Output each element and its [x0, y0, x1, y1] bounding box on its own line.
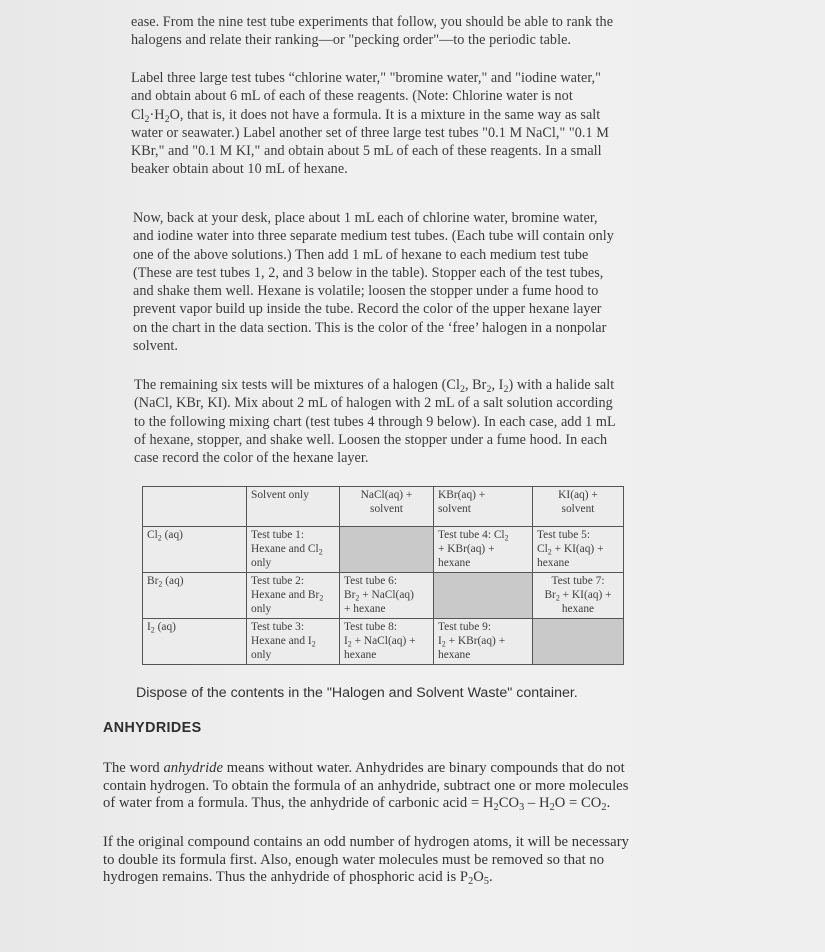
- table-corner-cell: [143, 487, 247, 527]
- text-line: prevent vapor build up inside the tube. Record the color of the upper hexane layer: [133, 301, 602, 318]
- section-heading-anhydrides: ANHYDRIDES: [103, 720, 202, 736]
- table-row-bromine: [143, 573, 624, 619]
- cell-test-tube-5: Test tube 5: $Cl_2 + KI(aq)$ + hexane: [533, 527, 624, 573]
- text-line: beaker obtain about 10 mL of hexane.: [131, 161, 348, 178]
- odd-hydrogen-paragraph: [103, 834, 703, 887]
- text-line: solvent.: [133, 338, 178, 355]
- cell-test-tube-2: Test tube 2: Hexane and $Br_2$ only: [247, 573, 340, 619]
- cell-shaded: [434, 573, 533, 619]
- text-line: ease. From the nine test tube experiments that follow, you should be able to rank the: [131, 14, 614, 30]
- table-header-row: [143, 487, 624, 527]
- text-line: The word anhydride means without water. Anhydrides are binary compounds that do not: [103, 760, 625, 776]
- cell-test-tube-8: Test tube 8: $I_2$ + NaCl(aq) + hexane: [340, 619, 434, 665]
- dispose-instruction: Dispose of the contents in the "Halogen and Solvent Waste" container.: [136, 685, 578, 701]
- cell-test-tube-4: Test tube 4: $Cl_2$ + KBr(aq) + hexane: [434, 527, 533, 573]
- cell-test-tube-1: Test tube 1: Hexane and $Cl_2$ only: [247, 527, 340, 573]
- table-row-iodine: [143, 619, 624, 665]
- row-header-chlorine: $Cl_2$ (aq): [143, 527, 247, 573]
- row-header-bromine: $Br_2$ (aq): [143, 573, 247, 619]
- header-kbr: KBr(aq) + solvent: [434, 487, 533, 527]
- mixing-chart-table: [142, 486, 624, 665]
- header-solvent-only: Solvent only: [247, 487, 340, 527]
- text-line: halogens and relate their ranking—or "pecking order"—to the periodic table.: [131, 32, 572, 49]
- procedure-paragraph: [133, 209, 693, 355]
- cell-shaded: [340, 527, 434, 573]
- header-ki: KI(aq) + solvent: [533, 487, 624, 527]
- label-tubes-paragraph: [131, 69, 691, 179]
- cell-shaded: [533, 619, 624, 665]
- row-header-iodine: $I_2$ (aq): [143, 619, 247, 665]
- text-line: If the original compound contains an odd number of hydrogen atoms, it will be necessary: [103, 834, 629, 850]
- cell-test-tube-9: Test tube 9: $I_2 + KBr(aq)$ + hexane: [434, 619, 533, 665]
- text-line: KBr," and "0.1 M KI," and obtain about 5 mL of each of these reagents. In a small: [131, 143, 602, 160]
- text-line: hydrogen remains. Thus the anhydride of phosphoric acid is $P_2O_5$.: [103, 869, 493, 888]
- text-line: The remaining six tests will be mixtures of a halogen ($Cl_2$, $Br_2$, $I_2$) with a halide salt: [134, 377, 615, 395]
- text-line: one of the above solutions.) Then add 1 mL of hexane to each medium test tube: [133, 246, 589, 263]
- text-line: water or seawater.) Label another set of three large test tubes "0.1 M NaCl," "0.1 M: [131, 124, 609, 141]
- text-line: and shake them well. Hexane is volatile; loosen the stopper under a fume hood to: [133, 283, 599, 300]
- cell-test-tube-3: Test tube 3: Hexane and $I_2$ only: [247, 619, 340, 665]
- text-line: to the following mixing chart (test tubes 4 through 9 below). In each case, add 1 mL: [134, 413, 616, 430]
- table-row-chlorine: [143, 527, 624, 573]
- header-nacl: NaCl(aq) + solvent: [340, 487, 434, 527]
- text-line: $Cl_2\cdot H_2O$, that is, it does not have a formula. It is a mixture in the same way as salt: [131, 106, 601, 125]
- cell-test-tube-6: Test tube 6: $Br_2$ + NaCl(aq) + hexane: [340, 573, 434, 619]
- text-line: Now, back at your desk, place about 1 mL each of chlorine water, bromine water,: [133, 210, 598, 226]
- cell-test-tube-7: Test tube 7: $Br_2 + KI(aq)$ + hexane: [533, 573, 624, 619]
- text-line: (These are test tubes 1, 2, and 3 below in the table). Stopper each of the test tubes,: [133, 264, 604, 281]
- text-line: of hexane, stopper, and shake well. Loosen the stopper under a fume hood. In each: [134, 431, 608, 448]
- anhydride-definition-paragraph: [103, 760, 703, 813]
- text-line: to double its formula first. Also, enough water molecules must be removed so that no: [103, 851, 605, 868]
- text-line: on the chart in the data section. This is the color of the ‘free’ halogen in a nonpolar: [133, 319, 607, 336]
- mixing-instructions-paragraph: [134, 376, 694, 467]
- intro-paragraph: [131, 13, 691, 50]
- text-line: Label three large test tubes “chlorine water," "bromine water," and "iodine water,": [131, 70, 601, 86]
- text-line: and obtain about 6 mL of each of these reagents. (Note: Chlorine water is not: [131, 88, 573, 105]
- text-line: case record the color of the hexane layer.: [134, 450, 369, 467]
- text-line: and iodine water into three separate medium test tubes. (Each tube will contain only: [133, 228, 614, 245]
- text-line: of water from a formula. Thus, the anhydride of carbonic acid = $H_2CO_3 - H_2O = CO_2$.: [103, 795, 611, 814]
- text-line: (NaCl, KBr, KI). Mix about 2 mL of halogen with 2 mL of a salt solution according: [134, 395, 613, 412]
- text-line: contain hydrogen. To obtain the formula of an anhydride, subtract one or more molecules: [103, 777, 629, 794]
